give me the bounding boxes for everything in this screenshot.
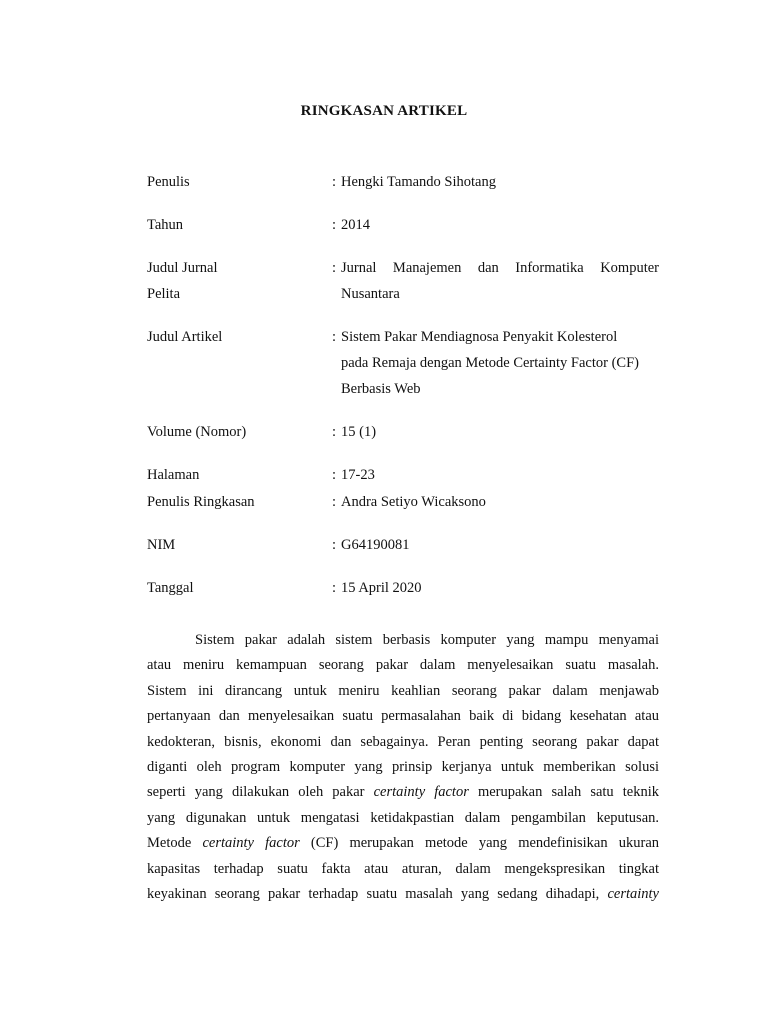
- meta-label: NIM: [147, 537, 176, 553]
- meta-row-tahun: [147, 212, 659, 238]
- meta-label: Halaman: [147, 467, 200, 483]
- meta-label: Judul Jurnal: [147, 260, 218, 276]
- italic-term: certainty factor: [202, 835, 300, 852]
- paragraph-line: yang digunakan untuk mengatasi ketidakpastian dalam pengambilan keputusan.: [147, 809, 659, 826]
- summary-metadata: [147, 489, 659, 618]
- meta-label: Penulis: [147, 174, 190, 190]
- meta-value: Berbasis Web: [341, 381, 421, 397]
- meta-row-penulis: [147, 169, 659, 195]
- meta-value: G64190081: [341, 537, 410, 553]
- meta-colon: :: [332, 467, 337, 483]
- meta-colon: :: [332, 174, 337, 190]
- meta-colon: :: [332, 424, 337, 440]
- paragraph-line: diganti oleh program komputer yang prinsip kerjanya untuk memberikan solusi: [147, 759, 659, 776]
- meta-row-penulis-ringkasan: [147, 489, 659, 515]
- meta-colon: :: [332, 537, 337, 553]
- meta-label: Tanggal: [147, 580, 194, 596]
- paragraph-line: Sistem pakar adalah sistem berbasis komputer yang mampu menyamai: [195, 632, 659, 648]
- meta-colon: :: [332, 494, 337, 510]
- meta-value: Nusantara: [341, 286, 400, 302]
- meta-row-judul-jurnal: [147, 255, 659, 307]
- text-run: (CF) merupakan metode yang mendefinisikan ukuran: [299, 835, 660, 852]
- meta-label: Judul Artikel: [147, 329, 223, 345]
- paragraph-line: kapasitas terhadap suatu fakta atau aturan, dalam mengekspresikan tingkat: [147, 860, 659, 877]
- document-title: RINGKASAN ARTIKEL: [300, 103, 468, 119]
- paragraph-line: [147, 831, 659, 856]
- meta-colon: :: [332, 329, 337, 345]
- summary-paragraph: [147, 628, 659, 907]
- paragraph-line: pertanyaan dan menyelesaikan suatu permasalahan baik di bidang kesehatan atau: [147, 708, 659, 725]
- meta-value: Jurnal Manajemen dan Informatika Komputer: [341, 260, 659, 276]
- meta-row-volume: [147, 419, 659, 445]
- meta-colon: :: [332, 580, 337, 596]
- paragraph-line: kedokteran, bisnis, ekonomi dan sebagainya. Peran penting seorang pakar dapat: [147, 733, 659, 750]
- italic-term: certainty: [607, 886, 659, 903]
- meta-value: Andra Setiyo Wicaksono: [341, 494, 486, 510]
- text-run: keyakinan seorang pakar terhadap suatu masalah yang sedang dihadapi,: [147, 886, 608, 903]
- meta-label: Volume (Nomor): [147, 424, 247, 440]
- meta-row-nim: [147, 532, 659, 558]
- meta-value: 2014: [341, 217, 370, 233]
- meta-value: Hengki Tamando Sihotang: [341, 174, 496, 190]
- meta-row-judul-artikel: [147, 324, 659, 402]
- text-run: merupakan salah satu teknik: [468, 784, 659, 801]
- meta-colon: :: [332, 260, 337, 276]
- meta-row-tanggal: [147, 575, 659, 601]
- meta-value: pada Remaja dengan Metode Certainty Factor (CF): [341, 355, 639, 371]
- meta-label: Pelita: [147, 286, 181, 302]
- meta-colon: :: [332, 217, 337, 233]
- meta-value: 17-23: [341, 467, 375, 483]
- article-metadata: [147, 169, 659, 505]
- meta-value: 15 April 2020: [341, 580, 422, 596]
- paragraph-line: atau meniru kemampuan seorang pakar dalam menyelesaikan suatu masalah.: [147, 657, 659, 674]
- paragraph-line: [147, 780, 659, 805]
- meta-value: Sistem Pakar Mendiagnosa Penyakit Kolesterol: [341, 329, 618, 345]
- meta-value: 15 (1): [341, 424, 377, 440]
- meta-row-halaman: [147, 462, 659, 488]
- italic-term: certainty factor: [373, 784, 469, 801]
- paragraph-line: Sistem ini dirancang untuk meniru keahlian seorang pakar dalam menjawab: [147, 682, 659, 699]
- paragraph-line: [147, 882, 659, 907]
- text-run: seperti yang dilakukan oleh pakar: [147, 784, 374, 801]
- meta-label: Tahun: [147, 217, 184, 233]
- text-run: Metode: [147, 835, 203, 852]
- meta-label: Penulis Ringkasan: [147, 494, 255, 510]
